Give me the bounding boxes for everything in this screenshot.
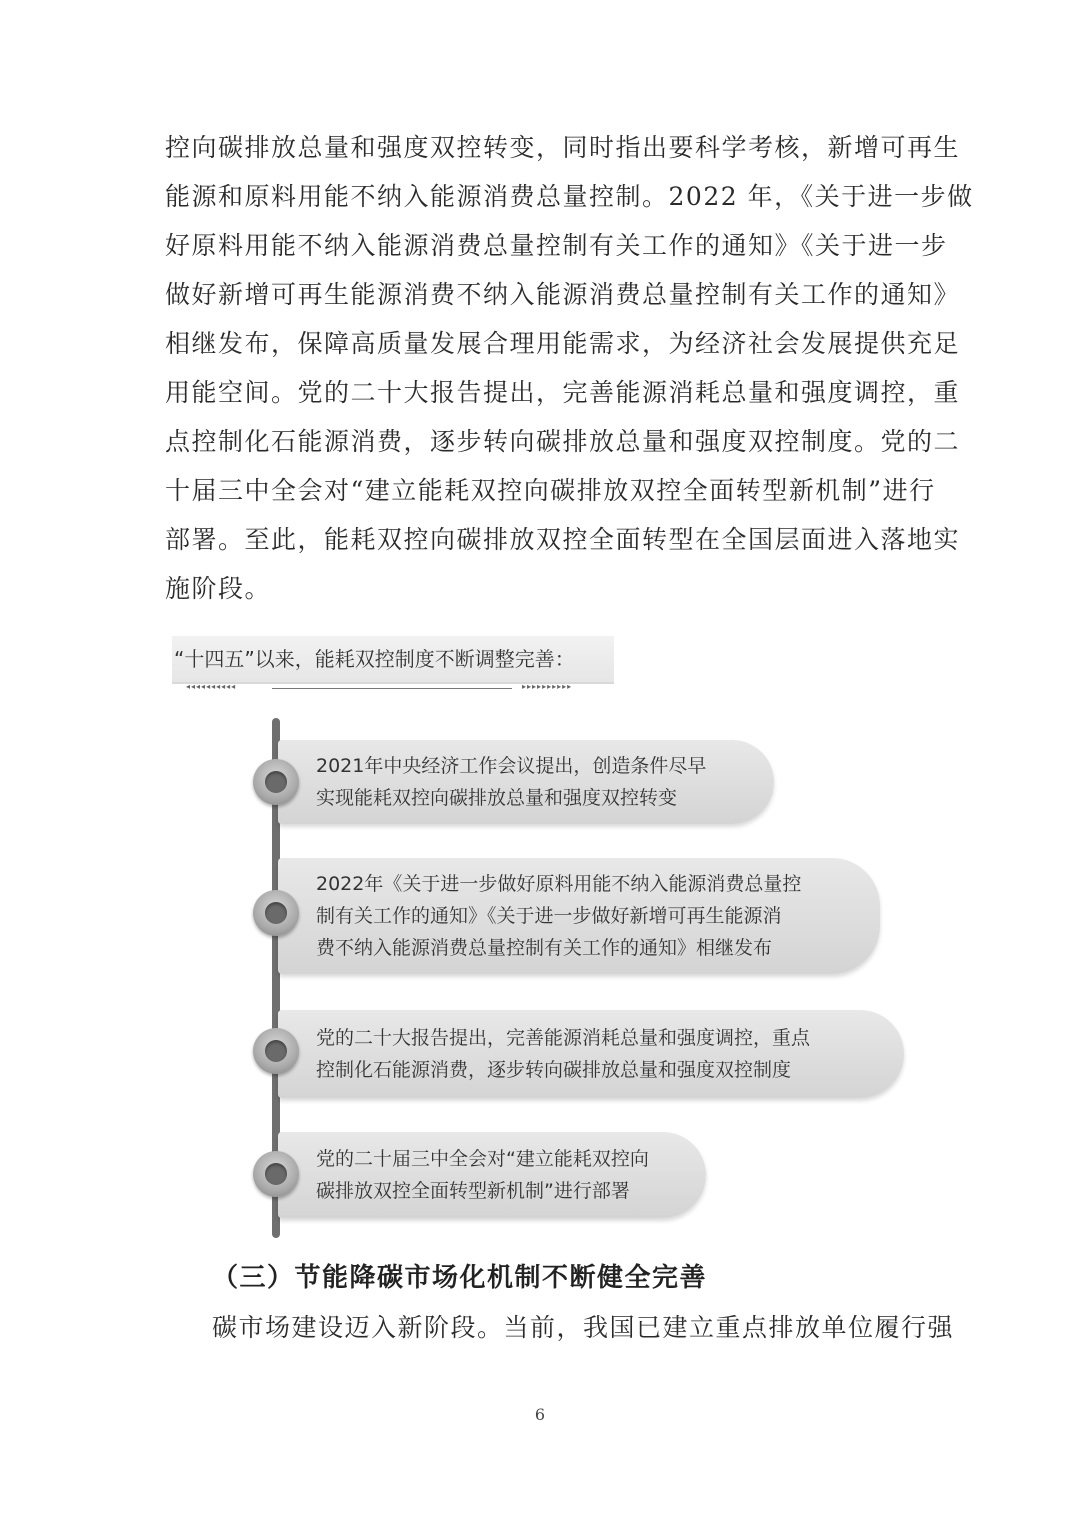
paragraph-line: 好原料用能不纳入能源消费总量控制有关工作的通知》《关于进一步	[165, 231, 948, 260]
timeline-card-third-plenum	[278, 1132, 706, 1218]
section-heading: （三）节能降碳市场化机制不断健全完善	[212, 1263, 708, 1293]
timeline-node-icon	[253, 890, 299, 936]
timeline-card-2021	[278, 740, 774, 824]
timeline-card-2022	[278, 858, 880, 974]
timeline-card-20th-congress	[278, 1010, 904, 1098]
page-number: 6	[534, 1405, 546, 1424]
timeline-node-icon	[253, 759, 299, 805]
title-underline	[272, 688, 512, 689]
paragraph-line: 控向碳排放总量和强度双控转变，同时指出要科学考核，新增可再生	[165, 133, 961, 162]
paragraph-line: 能源和原料用能不纳入能源消费总量控制。2022 年，《关于进一步做	[165, 182, 974, 211]
paragraph-line: 施阶段。	[165, 574, 272, 603]
paragraph-line: 点控制化石能源消费，逐步转向碳排放总量和强度双控制度。党的二	[165, 427, 961, 456]
paragraph-line: 十届三中全会对“建立能耗双控向碳排放双控全面转型新机制”进行	[165, 476, 936, 505]
section-first-line	[212, 1303, 955, 1352]
paragraph-line: 相继发布，保障高质量发展合理用能需求，为经济社会发展提供充足	[165, 329, 961, 358]
paragraph-line: 部署。至此，能耗双控向碳排放双控全面转型在全国层面进入落地实	[165, 525, 961, 554]
paragraph-line: 用能空间。党的二十大报告提出，完善能源消耗总量和强度调控，重	[165, 378, 961, 407]
card-text-line: 费不纳入能源消费总量控制有关工作的通知》相继发布	[316, 937, 773, 959]
paragraph-line: 做好新增可再生能源消费不纳入能源消费总量控制有关工作的通知》	[165, 280, 961, 309]
left-arrows-decoration: ◂◂◂◂◂◂◂◂◂◂	[186, 682, 237, 691]
infographic-title: “十四五”以来，能耗双控制度不断调整完善：	[172, 636, 614, 684]
card-text-line: 控制化石能源消费，逐步转向碳排放总量和强度双控制度	[316, 1059, 792, 1081]
card-text-line: 党的二十届三中全会对“建立能耗双控向	[316, 1148, 649, 1170]
card-text-line: 碳排放双控全面转型新机制”进行部署	[316, 1180, 630, 1202]
body-paragraph	[165, 123, 974, 613]
card-text-line: 2021年中央经济工作会议提出，创造条件尽早	[316, 755, 707, 777]
timeline-node-icon	[253, 1028, 299, 1074]
right-arrows-decoration: ▸▸▸▸▸▸▸▸▸▸	[522, 682, 573, 691]
card-text-line: 实现能耗双控向碳排放总量和强度双控转变	[316, 787, 678, 809]
timeline-node-icon	[253, 1151, 299, 1197]
paragraph-line: 碳市场建设迈入新阶段。当前，我国已建立重点排放单位履行强	[212, 1313, 955, 1342]
card-text-line: 党的二十大报告提出，完善能源消耗总量和强度调控，重点	[316, 1027, 811, 1049]
card-text-line: 2022年《关于进一步做好原料用能不纳入能源消费总量控	[316, 873, 802, 895]
card-text-line: 制有关工作的通知》《关于进一步做好新增可再生能源消	[316, 905, 782, 927]
